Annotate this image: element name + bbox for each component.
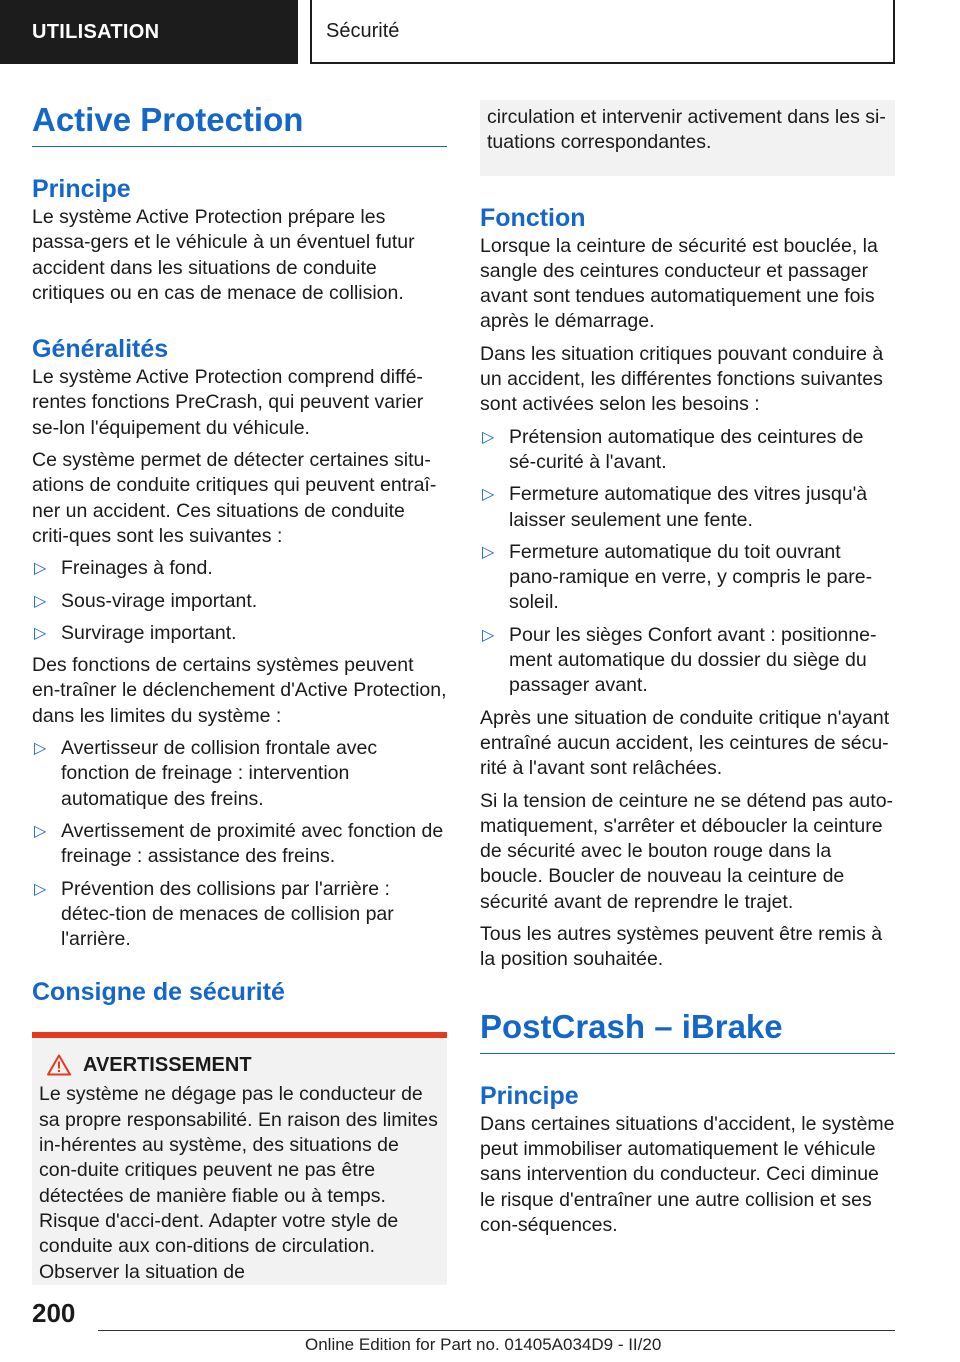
principe-heading: Principe — [32, 175, 131, 203]
warning-text: Le système ne dégage pas le conducteur de sa propre responsabilité. En raison des limites in-hérentes au système, des situations de con-duite critiques peuvent ne pas être détectées de manière fiable ou à temps. Risque d'acci-dent. Adapter votre style de conduite aux con-ditions de circulation. Observer la situation de — [39, 1083, 438, 1283]
fonction-paragraph-3: Après une situation de conduite critique n'ayant entraîné aucun accident, les ceintures de sécu-rité à l'avant sont relâchées. — [480, 706, 890, 780]
bullet-icon: ▷ — [34, 740, 47, 758]
warning-text-continued: circulation et intervenir activement dans les si-tuations correspondantes. — [487, 106, 886, 154]
bullet-icon: ▷ — [482, 626, 495, 644]
fonction-paragraph-2: Dans les situation critiques pouvant conduire à un accident, les différentes fonctions suivantes sont activées selon les besoins : — [480, 342, 884, 416]
page-number: 200 — [32, 1298, 76, 1328]
bullet-icon: ▷ — [34, 624, 47, 642]
fonction-paragraph-4: Si la tension de ceinture ne se détend pas auto-matiquement, s'arrêter et déboucler la ceinture de sécurité avec le bouton rouge dans la boucle. Boucler de nouveau la ceinture de sécurité avant de reprendre le trajet. — [480, 789, 894, 913]
list-item: ▷ Avertissement de proximité avec fonction de freinage : assistance des freins. — [34, 819, 444, 868]
generalites-paragraph-2: Ce système permet de détecter certaines situ-ations de conduite critiques qui peuvent entraî-ner un accident. Ces situations de conduite criti-ques sont les suivantes : — [32, 449, 437, 547]
list-item: ▷ Fermeture automatique du toit ouvrant pano-ramique en verre, y compris le pare-soleil. — [482, 540, 873, 614]
page-title: Active Protection — [32, 100, 447, 147]
list-item: ▷ Fermeture automatique des vitres jusqu'à laisser seulement une fente. — [482, 483, 868, 531]
fonction-paragraph-5: Tous les autres systèmes peuvent être remis à la position souhaitée. — [480, 923, 883, 971]
functions-list — [32, 736, 447, 952]
bullet-icon: ▷ — [482, 486, 495, 504]
warning-header — [39, 1052, 440, 1078]
chapter-tab[interactable]: Sécurité — [310, 0, 895, 64]
warning-title: AVERTISSEMENT — [83, 1054, 252, 1077]
generalites-paragraph-3: Des fonctions de certains systèmes peuvent en-traîner le déclenchement d'Active Protection, dans les limites du système : — [32, 654, 447, 727]
bullet-icon: ▷ — [34, 880, 47, 898]
right-column — [480, 100, 895, 1245]
principe-text: Le système Active Protection prépare les passa-gers et le véhicule à un éventuel futur accident dans les situations de conduite critiques ou en cas de menace de collision. — [32, 206, 415, 304]
bullet-icon: ▷ — [482, 428, 495, 446]
list-item: ▷ Freinages à fond. — [32, 556, 447, 581]
bullet-icon: ▷ — [34, 822, 47, 840]
principe-2-heading: Principe — [480, 1081, 579, 1110]
header-tabs — [0, 0, 960, 66]
fonction-paragraph-1: Lorsque la ceinture de sécurité est bouclée, la sangle des ceintures conducteur et passager avant sont tendues automatiquement une fois après le démarrage. — [480, 234, 878, 333]
warning-box-continued — [480, 100, 895, 176]
generalites-heading: Généralités — [32, 335, 169, 364]
warning-triangle-icon — [47, 1054, 71, 1076]
section-tab[interactable]: UTILISATION — [0, 0, 298, 64]
bullet-icon: ▷ — [34, 560, 47, 578]
postcrash-title: PostCrash – iBrake — [480, 1007, 895, 1054]
principe-2-text: Dans certaines situations d'accident, le système peut immobiliser automatiquement le véhicule sans intervention du conducteur. Ceci diminue le risque d'entraîner une autre collision et ses con-séquences. — [480, 1112, 895, 1236]
list-item: ▷ Avertisseur de collision frontale avec fonction de freinage : intervention automatique des freins. — [34, 737, 378, 810]
list-item: ▷ Prétension automatique des ceintures de sé-curité à l'avant. — [482, 425, 864, 473]
left-column — [32, 100, 447, 1285]
warning-box — [32, 1032, 447, 1284]
fonction-heading: Fonction — [480, 203, 586, 232]
list-item: ▷ Pour les sièges Confort avant : positionne-ment automatique du dossier du siège du passager avant. — [482, 623, 877, 697]
activated-functions-list — [480, 425, 895, 699]
bullet-icon: ▷ — [482, 543, 495, 561]
generalites-paragraph-1: Le système Active Protection comprend diffé-rentes fonctions PreCrash, qui peuvent varier se-lon l'équipement du véhicule. — [32, 366, 424, 439]
footer-divider — [98, 1330, 895, 1331]
edition-note: Online Edition for Part no. 01405A034D9 - II/20 — [305, 1335, 662, 1354]
consigne-heading: Consigne de sécurité — [32, 978, 285, 1007]
situations-list — [32, 556, 447, 646]
list-item: ▷ Sous-virage important. — [32, 589, 447, 614]
list-item: ▷ Prévention des collisions par l'arrière : détec-tion de menaces de collision par l'arrière. — [34, 877, 394, 951]
list-item: ▷ Survirage important. — [32, 621, 447, 646]
bullet-icon: ▷ — [34, 592, 47, 610]
